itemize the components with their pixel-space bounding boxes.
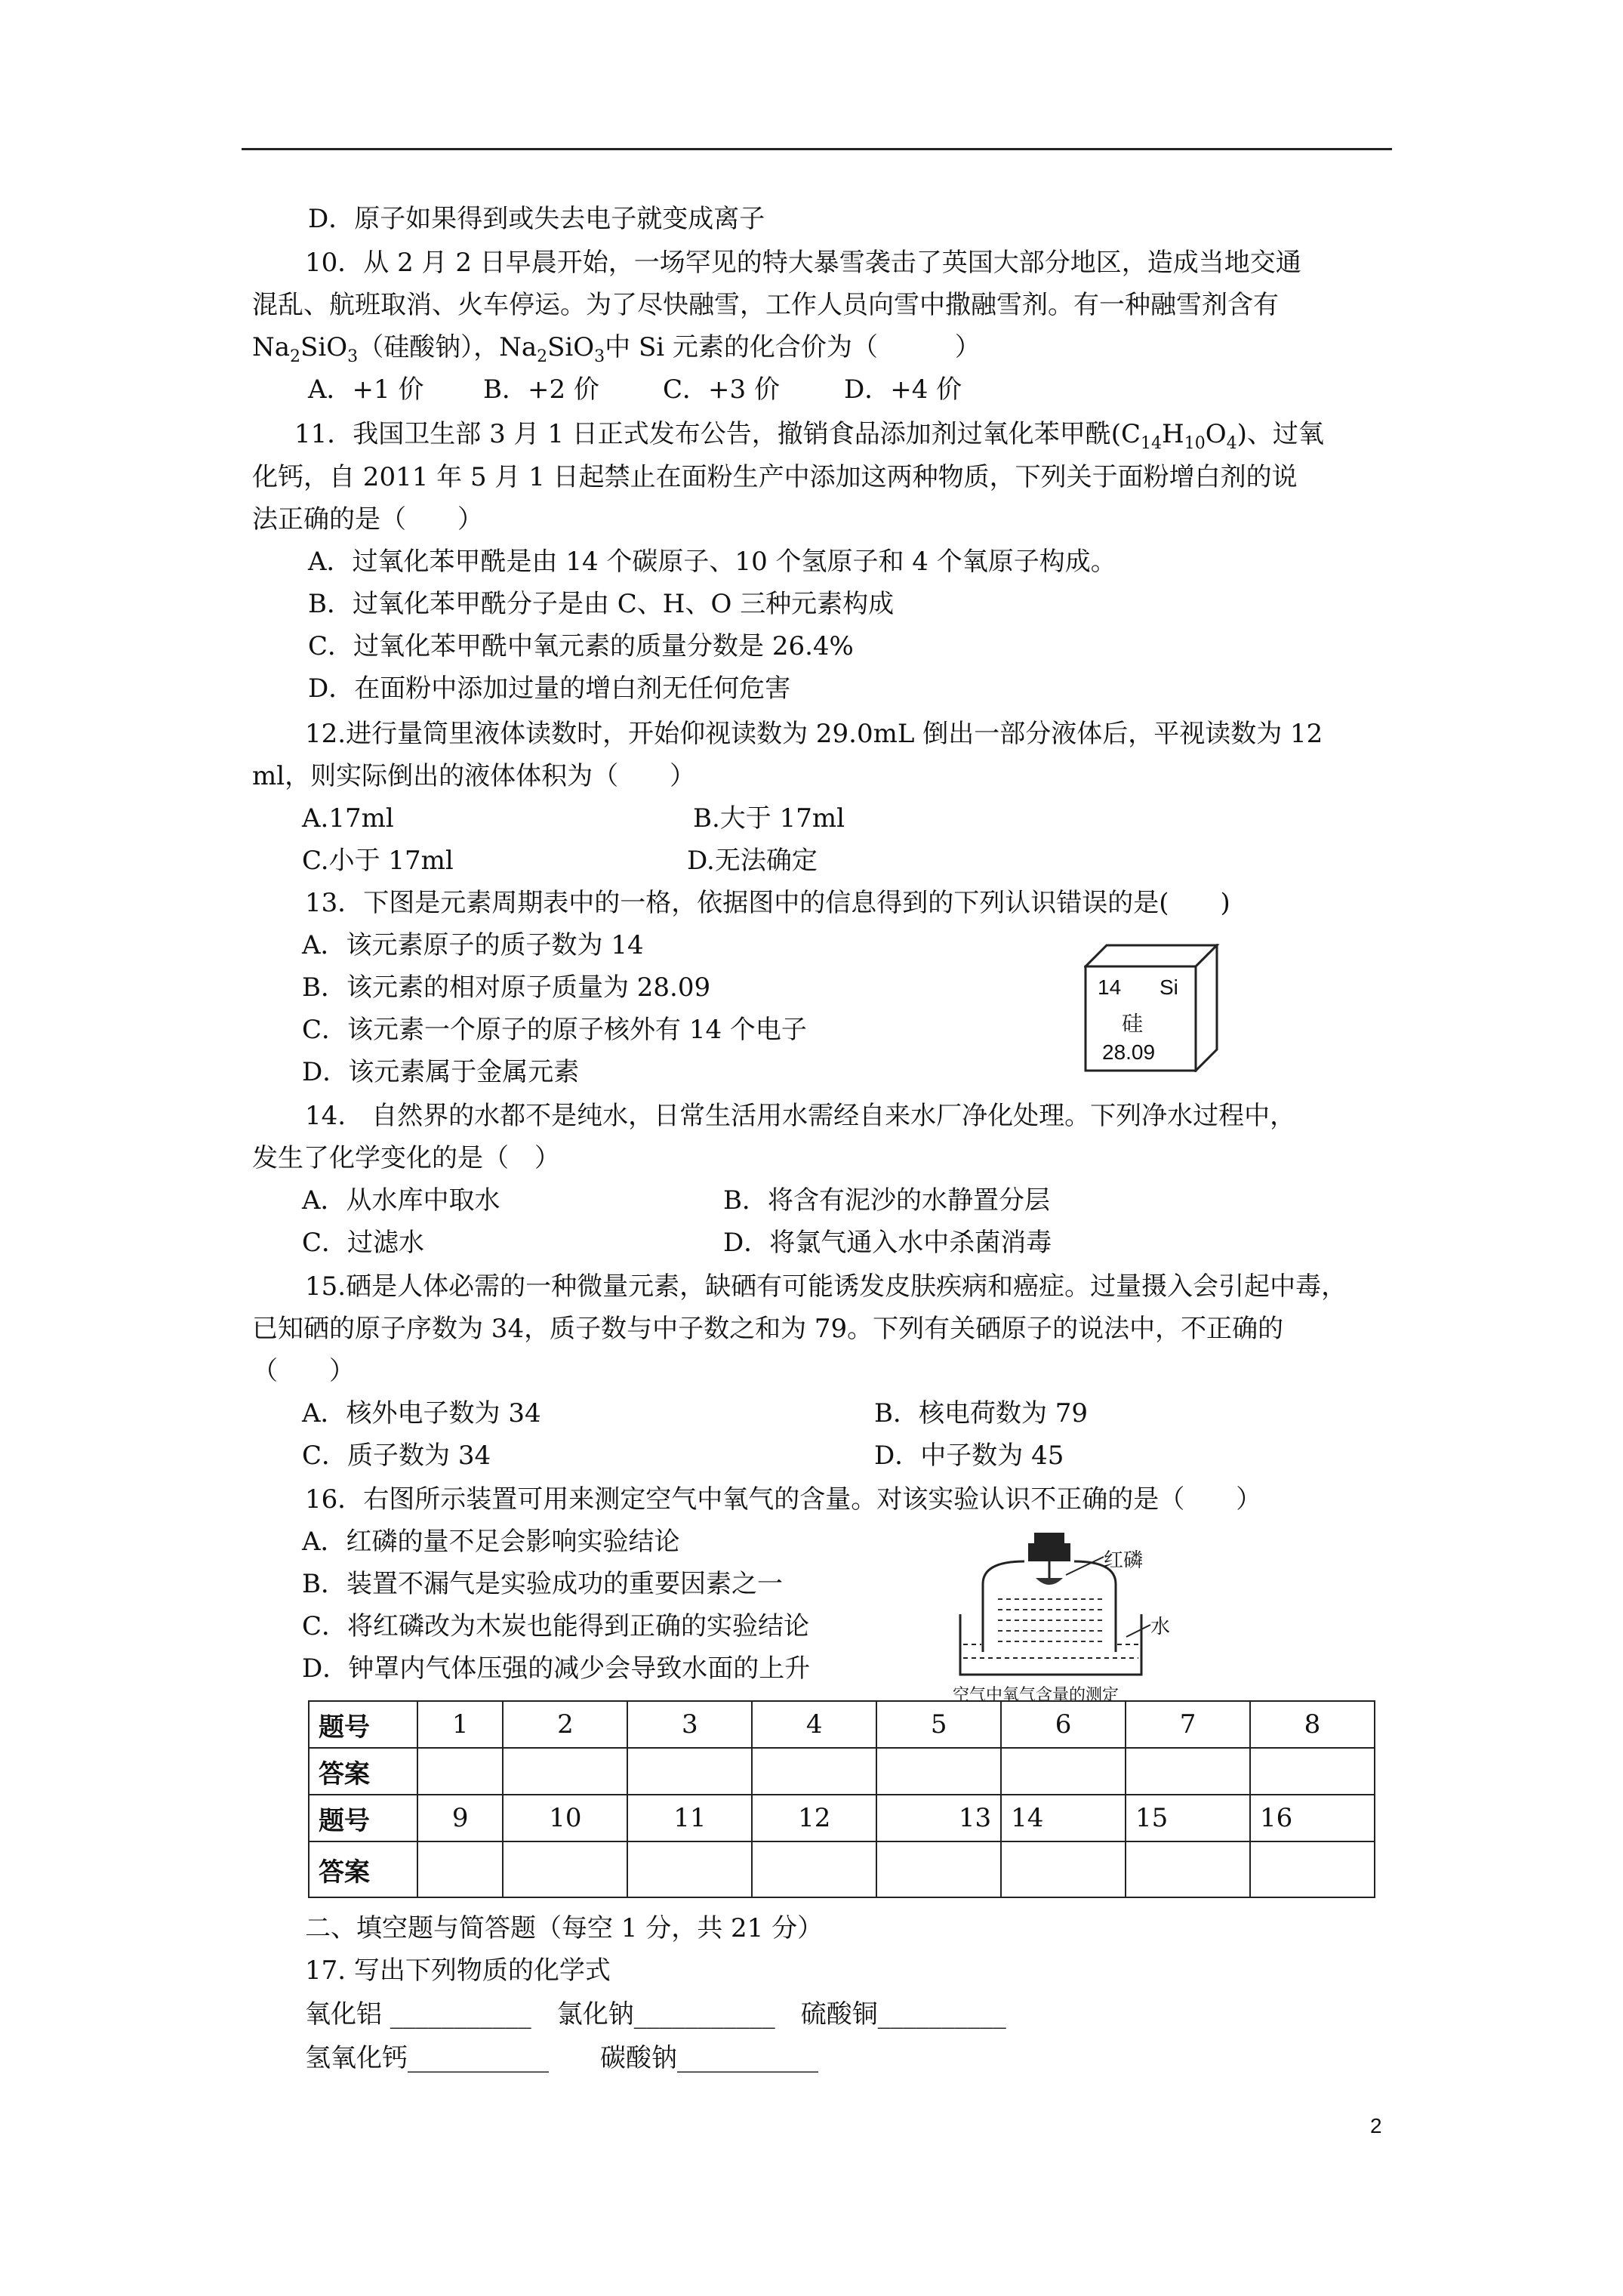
q10-option-c: C．+3 价 [663, 374, 780, 405]
table-row [309, 1841, 1375, 1897]
q13-option-d: D．该元素属于金属元素 [302, 1057, 580, 1087]
number-cell: 1 [417, 1701, 503, 1748]
number-cell: 4 [752, 1701, 876, 1748]
q14-line-2: 发生了化学变化的是（ ） [252, 1143, 560, 1173]
answer-cell[interactable] [876, 1841, 1001, 1897]
q14-line-1: 14. 自然界的水都不是纯水，日常生活用水需经自来水厂净化处理。下列净水过程中， [305, 1101, 1296, 1131]
q16-line-1: 16．右图所示装置可用来测定空气中氧气的含量。对该实验认识不正确的是（ ） [305, 1484, 1262, 1515]
q15-option-c: C．质子数为 34 [302, 1441, 491, 1471]
q14-option-a: A．从水库中取水 [302, 1185, 500, 1216]
q11-option-c: C．过氧化苯甲酰中氧元素的质量分数是 26.4% [308, 631, 854, 661]
table-row [309, 1748, 1375, 1795]
header-cell: 题号 [309, 1701, 417, 1748]
q17-prompt: 17. 写出下列物质的化学式 [305, 1955, 611, 1986]
label-water: 水 [1150, 1616, 1171, 1638]
q10-line-3: $Na_2SiO_3$（硅酸钠），$Na_2SiO_3$中 Si 元素的化合价为（ ） [252, 332, 981, 366]
q14-option-d: D．将氯气通入水中杀菌消毒 [723, 1228, 1052, 1258]
apparatus-caption: 空气中氧气含量的测定 [953, 1686, 1119, 1705]
periodic-table-cell [1084, 944, 1220, 1072]
q15-line-2: 已知硒的原子序数为 34，质子数与中子数之和为 79。下列有关硒原子的说法中，不正确的 [252, 1314, 1284, 1344]
header-cell: 题号 [309, 1795, 417, 1841]
q12-line-1: 12.进行量筒里液体读数时，开始仰视读数为 29.0mL 倒出一部分液体后，平视读数为 12 [305, 719, 1323, 749]
q16-option-c: C．将红磷改为木炭也能得到正确的实验结论 [302, 1611, 810, 1641]
answer-table [308, 1700, 1375, 1898]
answer-cell[interactable] [503, 1841, 627, 1897]
q11-line-1: 11．我国卫生部 3 月 1 日正式发布公告，撤销食品添加剂过氧化苯甲酰$(C_{14}H_{10}O_4)$、过氧 [294, 419, 1324, 453]
q15-option-d: D．中子数为 45 [874, 1441, 1064, 1471]
q12-option-c: C.小于 17ml [302, 846, 454, 876]
q11-option-b: B．过氧化苯甲酰分子是由 C、H、O 三种元素构成 [308, 589, 895, 619]
q13-line-1: 13．下图是元素周期表中的一格，依据图中的信息得到的下列认识错误的是( ) [305, 888, 1230, 918]
element-name: 硅 [1122, 1011, 1144, 1036]
q12-option-d: D.无法确定 [687, 846, 818, 876]
oxygen-apparatus-figure [953, 1531, 1172, 1712]
number-cell: 9 [417, 1795, 503, 1841]
q15-option-a: A．核外电子数为 34 [302, 1398, 541, 1428]
section-2-title: 二、填空题与简答题（每空 1 分，共 21 分） [305, 1913, 824, 1943]
q10-option-b: B．+2 价 [483, 374, 599, 405]
answer-cell[interactable] [1126, 1841, 1250, 1897]
element-number: 14 [1098, 975, 1122, 999]
number-cell: 2 [503, 1701, 627, 1748]
number-cell: 6 [1001, 1701, 1126, 1748]
q12-option-b: B.大于 17ml [693, 803, 845, 834]
number-cell: 8 [1250, 1701, 1375, 1748]
q16-option-a: A．红磷的量不足会影响实验结论 [302, 1527, 680, 1557]
number-cell: 16 [1250, 1795, 1375, 1841]
q17-row-2: 氢氧化钙___________ 碳酸钠___________ [305, 2043, 818, 2073]
q14-option-c: C．过滤水 [302, 1228, 425, 1258]
q11-option-a: A．过氧化苯甲酰是由 14 个碳原子、10 个氢原子和 4 个氧原子构成。 [308, 547, 1116, 577]
number-cell: 12 [752, 1795, 876, 1841]
answer-cell[interactable] [752, 1841, 876, 1897]
answer-cell[interactable] [752, 1748, 876, 1795]
q10-line-2: 混乱、航班取消、火车停运。为了尽快融雪，工作人员向雪中撒融雪剂。有一种融雪剂含有 [252, 290, 1279, 320]
element-symbol: Si [1160, 975, 1178, 999]
q13-option-a: A．该元素原子的质子数为 14 [302, 930, 644, 960]
q15-line-3: （ ） [252, 1356, 355, 1386]
q16-option-b: B．装置不漏气是实验成功的重要因素之一 [302, 1569, 783, 1599]
number-cell: 7 [1126, 1701, 1250, 1748]
q13-option-b: B．该元素的相对原子质量为 28.09 [302, 972, 711, 1003]
answer-cell[interactable] [1250, 1841, 1375, 1897]
header-rule [242, 148, 1392, 150]
answer-cell[interactable] [876, 1748, 1001, 1795]
number-cell: 5 [876, 1701, 1001, 1748]
answer-cell[interactable] [1250, 1748, 1375, 1795]
answer-label-cell: 答案 [309, 1841, 417, 1897]
label-red-phosphorus: 红磷 [1104, 1549, 1144, 1572]
q12-line-2: ml，则实际倒出的液体体积为（ ） [252, 761, 696, 791]
q12-option-a: A.17ml [302, 803, 394, 834]
table-row [309, 1701, 1375, 1748]
q10-line-1: 10．从 2 月 2 日早晨开始，一场罕见的特大暴雪袭击了英国大部分地区，造成当地交通 [305, 248, 1301, 278]
answer-cell[interactable] [417, 1841, 503, 1897]
answer-cell[interactable] [503, 1748, 627, 1795]
q10-option-d: D．+4 价 [844, 374, 962, 405]
answer-cell[interactable] [1001, 1841, 1126, 1897]
element-mass: 28.09 [1102, 1040, 1156, 1064]
answer-cell[interactable] [1126, 1748, 1250, 1795]
number-cell: 10 [503, 1795, 627, 1841]
q14-option-b: B．将含有泥沙的水静置分层 [723, 1185, 1050, 1216]
answer-label-cell: 答案 [309, 1748, 417, 1795]
q15-option-b: B．核电荷数为 79 [874, 1398, 1089, 1428]
q13-option-c: C．该元素一个原子的原子核外有 14 个电子 [302, 1015, 807, 1045]
number-cell: 13 [876, 1795, 1001, 1841]
q16-option-d: D．钟罩内气体压强的减少会导致水面的上升 [302, 1653, 811, 1684]
number-cell: 3 [627, 1701, 752, 1748]
number-cell: 11 [627, 1795, 752, 1841]
q11-line-3: 法正确的是（ ） [252, 504, 483, 535]
q9-option-d: D．原子如果得到或失去电子就变成离子 [308, 204, 765, 234]
q11-option-d: D．在面粉中添加过量的增白剂无任何危害 [308, 673, 791, 704]
answer-cell[interactable] [1001, 1748, 1126, 1795]
q17-row-1: 氧化铝 ___________ 氯化钠___________ 硫酸铜__________ [305, 1999, 1006, 2029]
number-cell: 15 [1126, 1795, 1250, 1841]
answer-cell[interactable] [627, 1748, 752, 1795]
table-row [309, 1795, 1375, 1841]
q10-option-a: A．+1 价 [308, 374, 424, 405]
q15-line-1: 15.硒是人体必需的一种微量元素，缺硒有可能诱发皮肤疾病和癌症。过量摄入会引起中毒， [305, 1271, 1347, 1302]
q11-line-2: 化钙，自 2011 年 5 月 1 日起禁止在面粉生产中添加这两种物质，下列关于面粉增白剂的说 [252, 462, 1298, 492]
answer-cell[interactable] [627, 1841, 752, 1897]
answer-cell[interactable] [417, 1748, 503, 1795]
page-number: 2 [1370, 2114, 1382, 2137]
number-cell: 14 [1001, 1795, 1126, 1841]
